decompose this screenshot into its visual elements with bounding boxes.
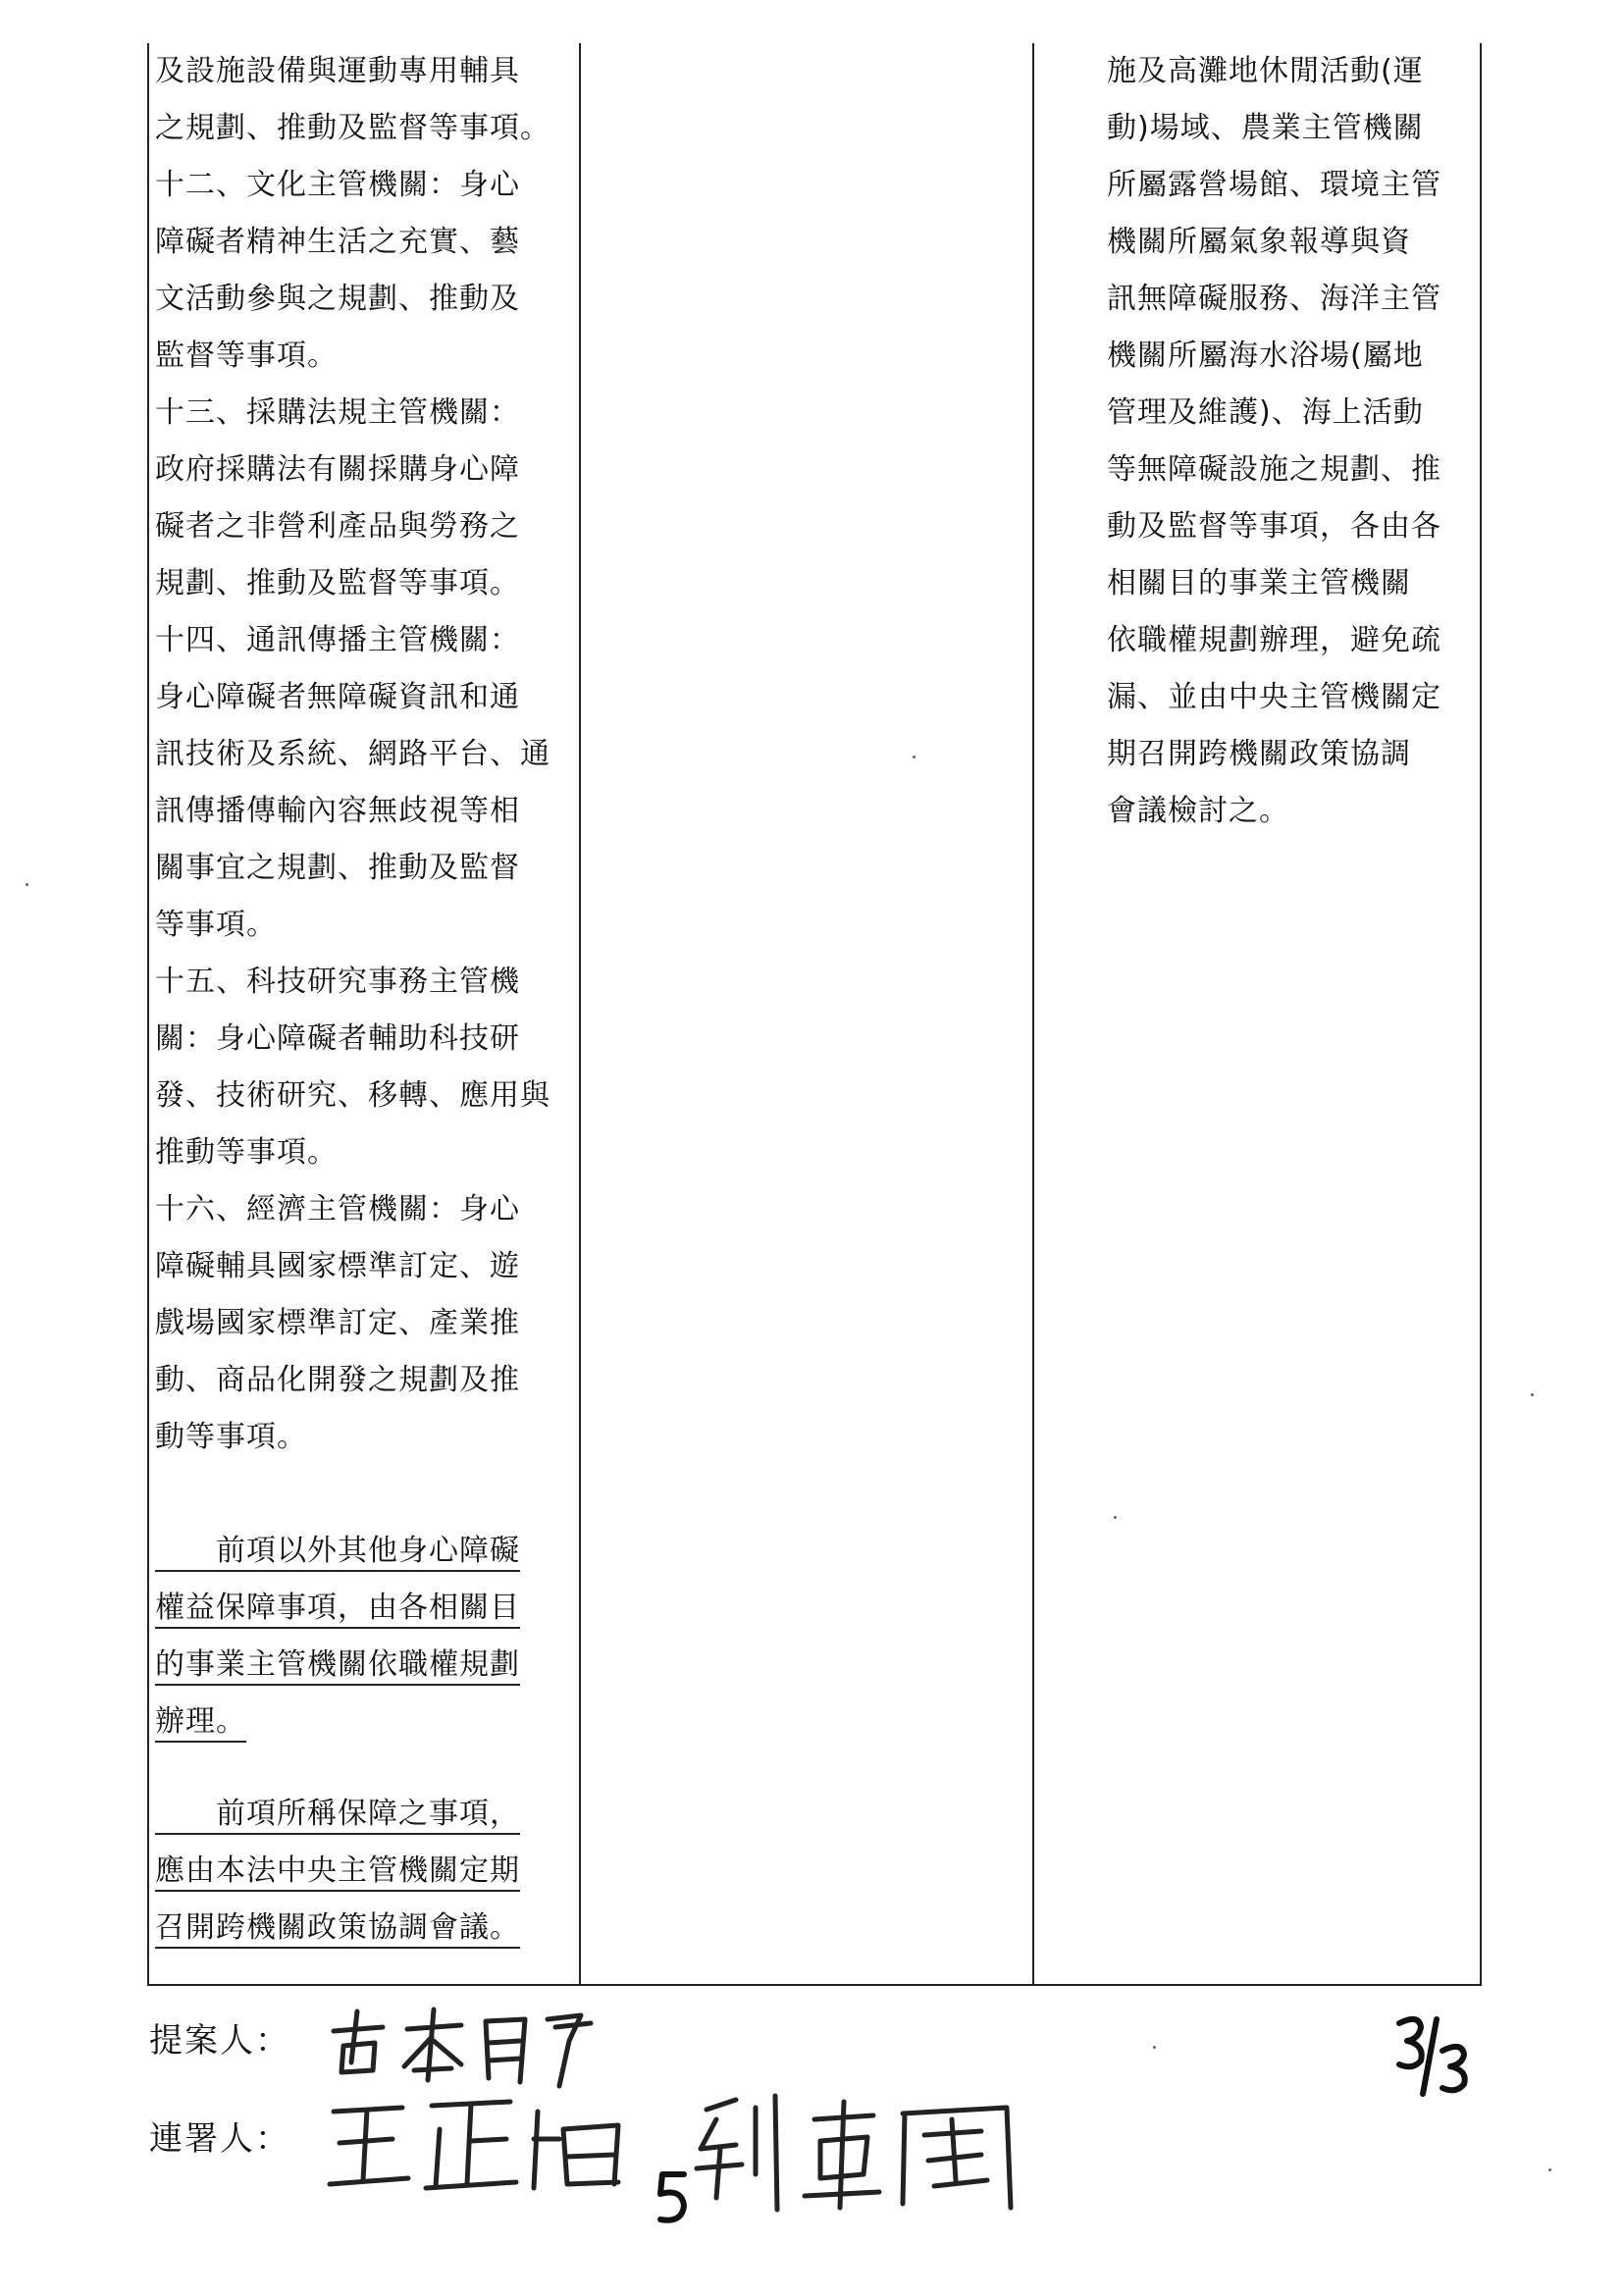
- paragraph-gap: [155, 1466, 577, 1523]
- text-line: 政府採購法有關採購身心障: [155, 452, 520, 487]
- amended-text-line: 前項以外其他身心障礙: [155, 1523, 577, 1580]
- left-column-text: [155, 43, 577, 1957]
- proposer-label: 提案人：: [149, 2021, 290, 2061]
- text-line: 訊無障礙服務、海洋主管: [1107, 282, 1441, 316]
- text-line: 十五、科技研究事務主管機: [155, 965, 520, 999]
- text-line: 關：身心障礙者輔助科技研: [155, 1021, 520, 1056]
- cosigner-label: 連署人：: [149, 2119, 290, 2159]
- amended-text-line: 前項所稱保障之事項，: [155, 1786, 577, 1843]
- text-line: 所屬露營場館、環境主管: [1107, 168, 1441, 202]
- text-line: 十三、採購法規主管機關：: [155, 395, 520, 430]
- text-line: 動等事項。: [155, 1420, 307, 1454]
- text-line: 障礙輔具國家標準訂定、遊: [155, 1249, 520, 1283]
- text-line: 礙者之非營利產品與勞務之: [155, 509, 520, 544]
- text-line: 身心障礙者無障礙資訊和通: [155, 680, 520, 714]
- page-number: [1393, 2011, 1482, 2100]
- scan-speck: [1114, 1516, 1117, 1519]
- text-line: 機關所屬氣象報導與資: [1107, 225, 1411, 259]
- text-line: 動、商品化開發之規劃及推: [155, 1363, 520, 1397]
- text-line: 訊傳播傳輸內容無歧視等相: [155, 794, 520, 828]
- amended-text-line: 應由本法中央主管機關定期: [155, 1843, 577, 1900]
- text-line: 文活動參與之規劃、推動及: [155, 282, 520, 316]
- text-line: 關事宜之規劃、推動及監督: [155, 851, 520, 885]
- column-divider-2: [1032, 43, 1034, 1984]
- amended-text-line: 辦理。: [155, 1694, 577, 1750]
- scan-speck: [1531, 1393, 1534, 1396]
- text-line: 管理及維護)、海上活動: [1107, 395, 1424, 430]
- text-line: 機關所屬海水浴場(屬地: [1107, 339, 1424, 373]
- paragraph-gap: [155, 1750, 577, 1786]
- text-line: 動及監督等事項，各由各: [1107, 509, 1441, 544]
- text-line: 之規劃、推動及監督等事項。: [155, 111, 550, 145]
- cosigner-signature-2: [657, 2090, 1070, 2227]
- text-line: 訊技術及系統、網路平台、通: [155, 737, 550, 771]
- cosigner-signature-1: [324, 2090, 638, 2208]
- scan-speck: [1153, 2046, 1156, 2049]
- scan-speck: [1548, 2168, 1551, 2171]
- proposer-signature: [324, 2002, 608, 2100]
- text-line: 及設施設備與運動專用輔具: [155, 54, 520, 88]
- scan-speck: [913, 756, 916, 758]
- text-line: 漏、並由中央主管機關定: [1107, 680, 1441, 714]
- text-line: 推動等事項。: [155, 1135, 338, 1170]
- text-line: 等無障礙設施之規劃、推: [1107, 452, 1441, 487]
- right-column-text: [1107, 43, 1480, 840]
- text-line: 戲場國家標準訂定、產業推: [155, 1306, 520, 1340]
- text-line: 發、技術研究、移轉、應用與: [155, 1078, 550, 1113]
- comparison-table: [147, 43, 1482, 1986]
- amended-text-line: 權益保障事項，由各相關目: [155, 1580, 577, 1637]
- amended-text-line: 召開跨機關政策協調會議。: [155, 1900, 577, 1957]
- text-line: 十四、通訊傳播主管機關：: [155, 623, 520, 657]
- text-line: 十二、文化主管機關：身心: [155, 168, 520, 202]
- text-line: 十六、經濟主管機關：身心: [155, 1192, 520, 1226]
- text-line: 期召開跨機關政策協調: [1107, 737, 1411, 771]
- text-line: 障礙者精神生活之充實、藝: [155, 225, 520, 259]
- signature-number: [653, 2168, 692, 2227]
- text-line: 會議檢討之。: [1107, 794, 1289, 828]
- text-line: 動)場域、農業主管機關: [1107, 111, 1424, 145]
- text-line: 相關目的事業主管機關: [1107, 566, 1411, 600]
- column-divider-1: [579, 43, 581, 1984]
- text-line: 依職權規劃辦理，避免疏: [1107, 623, 1441, 657]
- scan-speck: [26, 883, 28, 886]
- text-line: 施及高灘地休閒活動(運: [1107, 54, 1424, 88]
- amended-text-line: 的事業主管機關依職權規劃: [155, 1637, 577, 1694]
- text-line: 規劃、推動及監督等事項。: [155, 566, 520, 600]
- text-line: 等事項。: [155, 908, 277, 942]
- text-line: 監督等事項。: [155, 339, 338, 373]
